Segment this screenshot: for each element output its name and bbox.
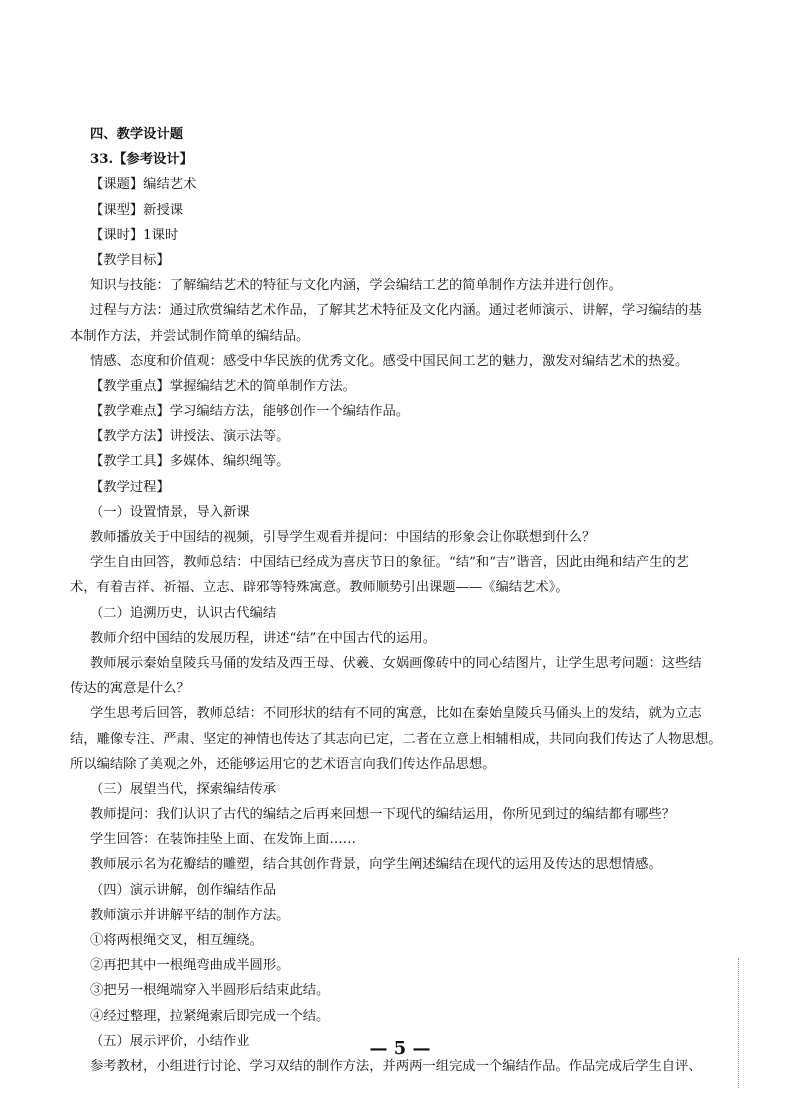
text-line: 结，雕像专注、严肃、坚定的神情也传达了其志向已定，二者在立意上相辅相成，共同向我们传达了人物思想。 <box>70 731 722 747</box>
text-line: 学生思考后回答，教师总结：不同形状的结有不同的寓意，比如在秦始皇陵兵马俑头上的发结，就为立志 <box>90 706 702 722</box>
text-line: 教师播放关于中国结的视频，引导学生观看并提问：中国结的形象会让你联想到什么？ <box>90 530 596 545</box>
text-line: 【课型】新授课 <box>90 202 184 218</box>
text-line: 本制作方法，并尝试制作简单的编结品。 <box>70 328 310 344</box>
text-line: 传达的寓意是什么？ <box>70 681 190 697</box>
text-line: 【课时】1课时 <box>90 227 179 243</box>
text-line: 术，有着吉祥、祈福、立志、辟邪等特殊寓意。教师顺势引出课题——《编结艺术》。 <box>70 580 569 596</box>
text-line: 教师展示秦始皇陵兵马俑的发结及西王母、伏羲、女娲画像砖中的同心结图片，让学生思考问题：这些结 <box>90 655 702 671</box>
text-line: （四）演示讲解，创作编结作品 <box>90 882 277 898</box>
text-line: 【教学工具】多媒体、编织绳等。 <box>90 454 290 470</box>
text-line: ③把另一根绳端穿入半圆形后结束此结。 <box>90 983 330 999</box>
text-line: 【教学方法】讲授法、演示法等。 <box>90 429 290 445</box>
text-line: （三）展望当代，探索编结传承 <box>90 781 277 797</box>
text-line: 【教学重点】掌握编结艺术的简单制作方法。 <box>90 378 356 394</box>
text-line: 教师介绍中国结的发展历程，讲述“结”在中国古代的运用。 <box>90 630 437 646</box>
text-line: 情感、态度和价值观：感受中华民族的优秀文化。感受中国民间工艺的魅力，激发对编结艺术的热爱。 <box>90 353 689 369</box>
text-line: 33.【参考设计】 <box>90 152 193 168</box>
text-line: 所以编结除了美观之外，还能够运用它的艺术语言向我们传达作品思想。 <box>70 756 496 772</box>
text-line: 知识与技能：了解编结艺术的特征与文化内涵，学会编结工艺的简单制作方法并进行创作。 <box>90 278 622 294</box>
text-line: 【教学目标】 <box>90 252 170 268</box>
text-line: 四、教学设计题 <box>90 127 184 142</box>
text-line: （五）展示评价，小结作业 <box>90 1033 250 1049</box>
text-line: 教师演示并讲解平结的制作方法。 <box>90 907 290 923</box>
text-line: 教师提问：我们认识了古代的编结之后再来回想一下现代的编结运用，你所见到过的编结都有哪些？ <box>90 807 676 823</box>
document-body <box>70 122 732 1079</box>
text-line: 教师展示名为花瓣结的雕塑，结合其创作背景，向学生阐述编结在现代的运用及传达的思想情感。 <box>90 857 662 873</box>
text-line: 参考教材，小组进行讨论、学习双结的制作方法，并两两一组完成一个编结作品。作品完成后学生自评、 <box>90 1058 702 1074</box>
text-line: 【教学难点】学习编结方法，能够创作一个编结作品。 <box>90 404 410 420</box>
text-line: 学生回答：在装饰挂坠上面、在发饰上面…… <box>90 832 356 848</box>
page-number: — 5 — <box>369 1038 431 1059</box>
text-line: （一）设置情景，导入新课 <box>90 504 250 520</box>
scan-edge-line <box>738 958 739 1088</box>
text-line: 过程与方法：通过欣赏编结艺术作品，了解其艺术特征及文化内涵。通过老师演示、讲解，学习编结的基 <box>90 303 702 319</box>
text-line: 【课题】编结艺术 <box>90 177 197 193</box>
text-line: （二）追溯历史，认识古代编结 <box>90 605 277 621</box>
text-line: ①将两根绳交叉，相互缠绕。 <box>90 933 263 948</box>
text-line: ④经过整理，拉紧绳索后即完成一个结。 <box>90 1008 330 1024</box>
text-line: ②再把其中一根绳弯曲成半圆形。 <box>90 958 290 974</box>
text-line: 学生自由回答，教师总结：中国结已经成为喜庆节日的象征。“结”和“吉”谐音，因此由绳和结产生的艺 <box>90 555 689 571</box>
text-line: 【教学过程】 <box>90 479 170 495</box>
